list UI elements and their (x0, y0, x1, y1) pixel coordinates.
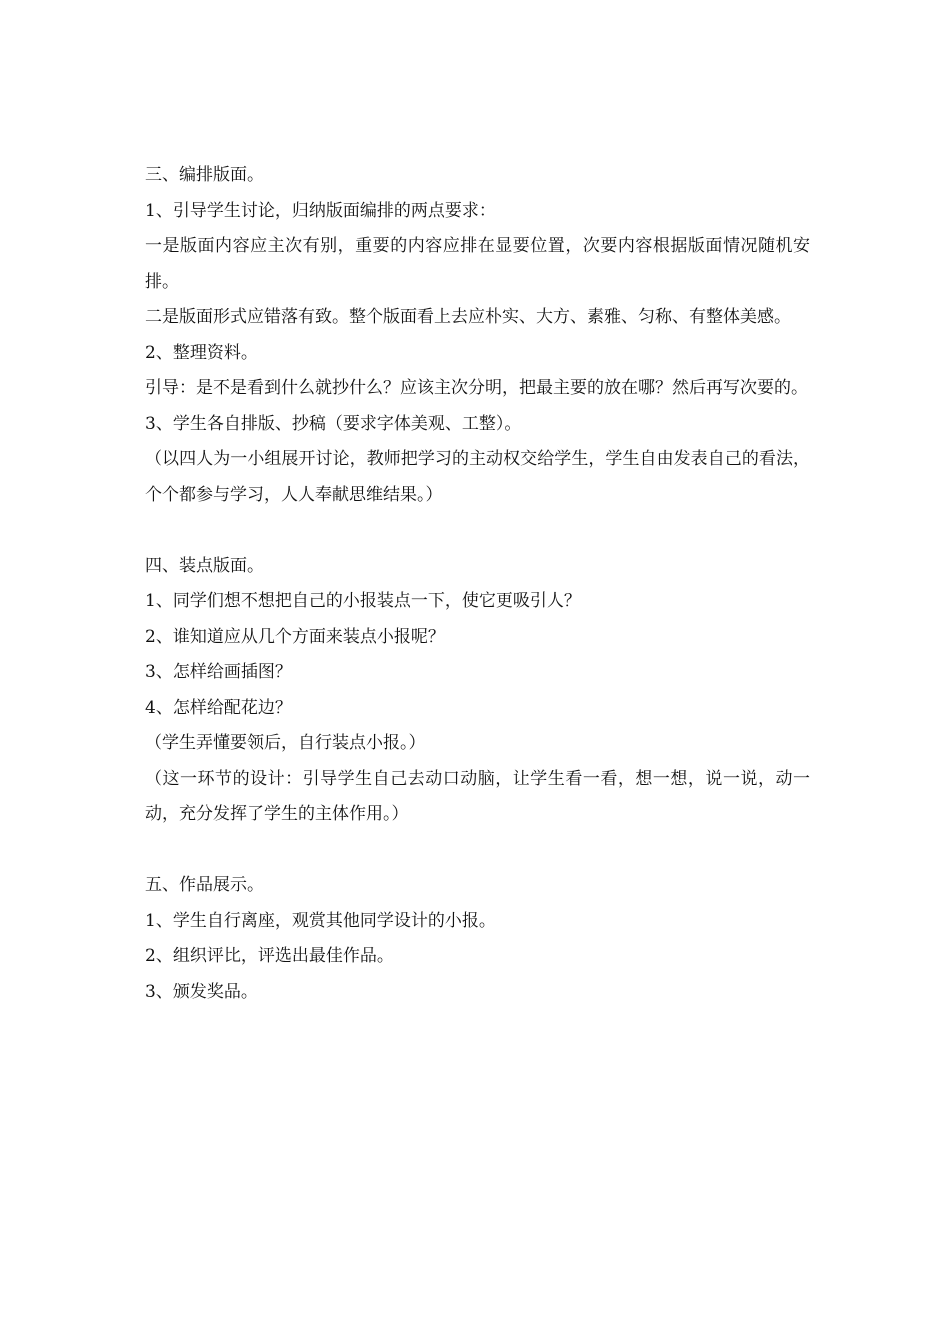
list-item: 2、组织评比，评选出最佳作品。 (145, 946, 394, 966)
section-decorate (145, 549, 810, 833)
list-item: 1、同学们想不想把自己的小报装点一下，使它更吸引人？ (145, 591, 581, 611)
section-heading: 五、作品展示。 (145, 875, 264, 895)
note-paragraph: （这一环节的设计：引导学生自己去动口动脑，让学生看一看，想一想，说一说，动一动，充分发挥了学生的主体作用。） (145, 768, 810, 824)
list-item: 1、引导学生讨论，归纳版面编排的两点要求： (145, 200, 496, 221)
paragraph: 引导：是不是看到什么就抄什么？应该主次分明，把最主要的放在哪？然后再写次要的。 (145, 378, 808, 398)
paragraph: 二是版面形式应错落有致。整个版面看上去应朴实、大方、素雅、匀称、有整体美感。 (145, 307, 791, 327)
section-showcase (145, 868, 810, 1010)
list-item: 1、学生自行离座，观赏其他同学设计的小报。 (145, 910, 496, 931)
document-page (145, 158, 810, 1010)
paragraph: 一是版面内容应主次有别，重要的内容应排在显要位置，次要内容根据版面情况随机安排。 (145, 236, 810, 292)
list-item: 3、学生各自排版、抄稿（要求字体美观、工整）。 (145, 413, 522, 434)
list-item: 3、颁发奖品。 (145, 981, 258, 1002)
note-paragraph: （以四人为一小组展开讨论，教师把学习的主动权交给学生，学生自由发表自己的看法，个个都参与学习，人人奉献思维结果。） (145, 449, 810, 505)
section-layout (145, 158, 810, 513)
section-heading: 三、编排版面。 (145, 165, 264, 185)
section-heading: 四、装点版面。 (145, 555, 264, 576)
list-item: 4、怎样给配花边？ (145, 697, 292, 718)
section-spacer (145, 833, 810, 869)
list-item: 2、整理资料。 (145, 342, 258, 363)
list-item: 2、谁知道应从几个方面来装点小报呢？ (145, 626, 445, 647)
section-spacer (145, 513, 810, 549)
note-paragraph: （学生弄懂要领后，自行装点小报。） (145, 733, 426, 753)
list-item: 3、怎样给画插图？ (145, 662, 292, 682)
